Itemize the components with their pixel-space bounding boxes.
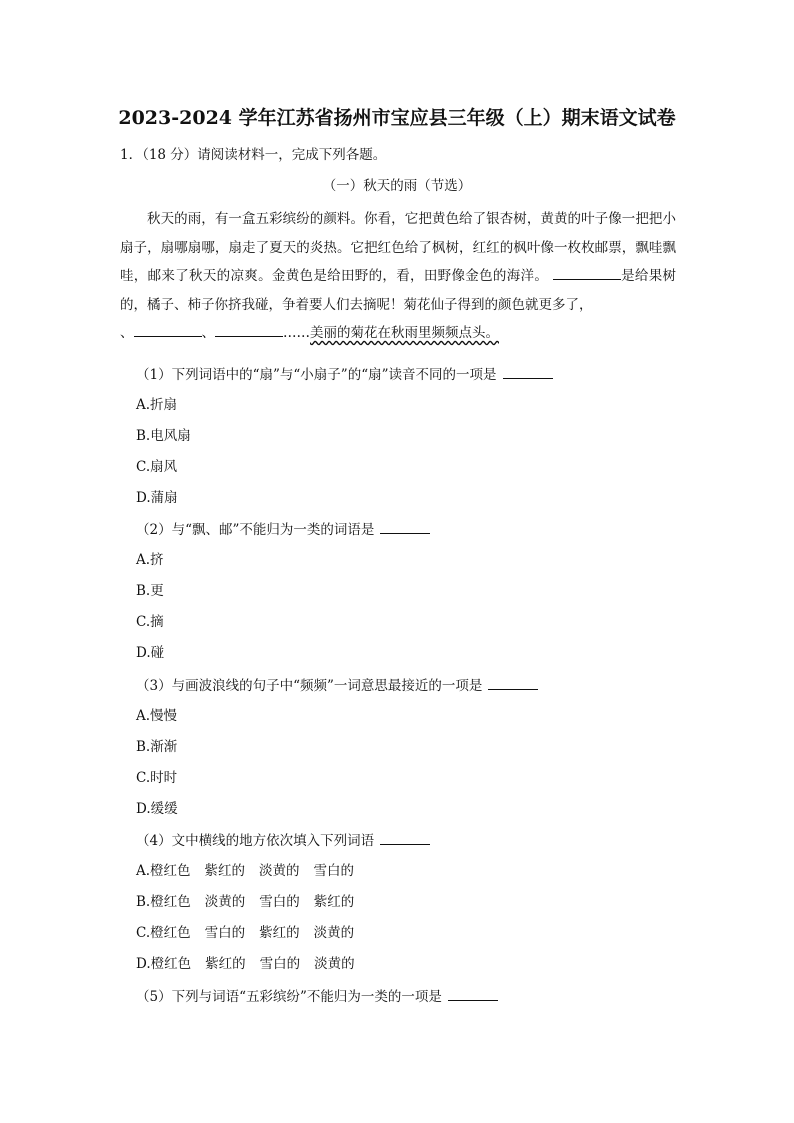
option-4a-word-2: 紫红的 [204, 863, 246, 879]
option-3a[interactable]: A.慢慢 [136, 708, 178, 724]
subquestion-2-prompt: （2）与“飘、邮”不能归为一类的词语是 [136, 522, 375, 538]
subquestion-3-answer-blank[interactable] [488, 675, 538, 690]
option-3c[interactable]: C.时时 [136, 770, 178, 786]
option-2a[interactable]: A.挤 [136, 552, 164, 568]
exam-title: 2023-2024 学年江苏省扬州市宝应县三年级（上）期末语文试卷 [118, 107, 676, 129]
option-1c[interactable]: C.扇风 [136, 459, 178, 475]
subquestion-5-prompt: （5）下列与词语“五彩缤纷”不能归为一类的一项是 [136, 989, 442, 1005]
option-4a-word-1: A.橙红色 [136, 863, 191, 879]
passage-sep-2: 、 [201, 325, 215, 341]
option-1b[interactable]: B.电风扇 [136, 428, 191, 444]
option-4d-word-4: 淡黄的 [314, 956, 355, 972]
wavy-underlined-sentence: 美丽的菊花在秋雨里频频点头。 [310, 325, 499, 341]
question-1-header: 1．（18 分）请阅读材料一，完成下列各题。 [120, 147, 387, 163]
option-4d-word-2: 紫红的 [205, 956, 246, 972]
option-4b[interactable] [136, 892, 368, 912]
option-4d-word-3: 雪白的 [259, 956, 301, 972]
subquestion-1-answer-blank[interactable] [503, 364, 553, 379]
option-2d[interactable]: D.碰 [136, 645, 165, 661]
option-3d[interactable]: D.缓缓 [136, 801, 178, 817]
option-4c-word-2: 雪白的 [204, 925, 246, 941]
option-4b-word-2: 淡黄的 [204, 894, 246, 910]
option-4c[interactable] [136, 923, 368, 943]
subquestion-2-answer-blank[interactable] [380, 519, 430, 534]
subquestion-1 [136, 364, 553, 385]
subquestion-4-prompt: （4）文中横线的地方依次填入下列词语 [136, 833, 375, 849]
option-4b-word-4: 紫红的 [313, 894, 355, 910]
option-4c-word-3: 紫红的 [259, 925, 300, 941]
subquestion-1-prompt: （1）下列词语中的“扇”与“小扇子”的“扇”读音不同的一项是 [136, 367, 497, 383]
fill-blank-2[interactable] [134, 322, 202, 337]
passage-ellipsis: …… [283, 325, 310, 341]
fill-blank-1[interactable] [553, 265, 621, 280]
option-2b[interactable]: B.更 [136, 583, 164, 599]
subquestion-4 [136, 830, 430, 851]
fill-blank-3[interactable] [215, 322, 283, 337]
passage-body [120, 205, 676, 348]
option-1d[interactable]: D.蒲扇 [136, 490, 178, 506]
subquestion-2 [136, 519, 430, 540]
passage-sep-1: 、 [120, 325, 134, 341]
option-4b-word-1: B.橙红色 [136, 894, 191, 910]
subquestion-4-answer-blank[interactable] [380, 830, 430, 845]
option-4a[interactable] [136, 861, 368, 881]
passage-text-1: 秋天的雨，有一盒五彩缤纷的颜料。你看，它把黄色给了银杏树，黄黄的叶子像一把把小扇子，扇哪扇哪，扇走了夏天的炎热。它把红色给了枫树，红红的枫叶像一枚枚邮票，飘哇飘哇，邮来了秋天的凉爽。金黄色是给田野的，看，田野像金色的海洋。 [120, 211, 676, 284]
subquestion-3 [136, 675, 538, 696]
option-2c[interactable]: C.摘 [136, 614, 164, 630]
subquestion-5 [136, 986, 498, 1007]
option-3b[interactable]: B.渐渐 [136, 739, 178, 755]
option-4c-word-1: C.橙红色 [136, 925, 191, 941]
option-4d-word-1: D.橙红色 [136, 956, 192, 972]
option-4c-word-4: 淡黄的 [313, 925, 355, 941]
passage-title: （一）秋天的雨（节选） [322, 178, 472, 194]
option-4d[interactable] [136, 954, 369, 974]
option-4b-word-3: 雪白的 [259, 894, 300, 910]
subquestion-3-prompt: （3）与画波浪线的句子中“频频”一词意思最接近的一项是 [136, 678, 483, 694]
option-4a-word-4: 雪白的 [313, 863, 355, 879]
subquestion-5-answer-blank[interactable] [448, 986, 498, 1001]
option-4a-word-3: 淡黄的 [259, 863, 300, 879]
passage-text-2: 是给果树的，橘子、柿子你挤我碰，争着要人们去摘呢！菊花仙子得到的颜色就更多了， [120, 268, 677, 313]
option-1a[interactable]: A.折扇 [136, 397, 178, 413]
